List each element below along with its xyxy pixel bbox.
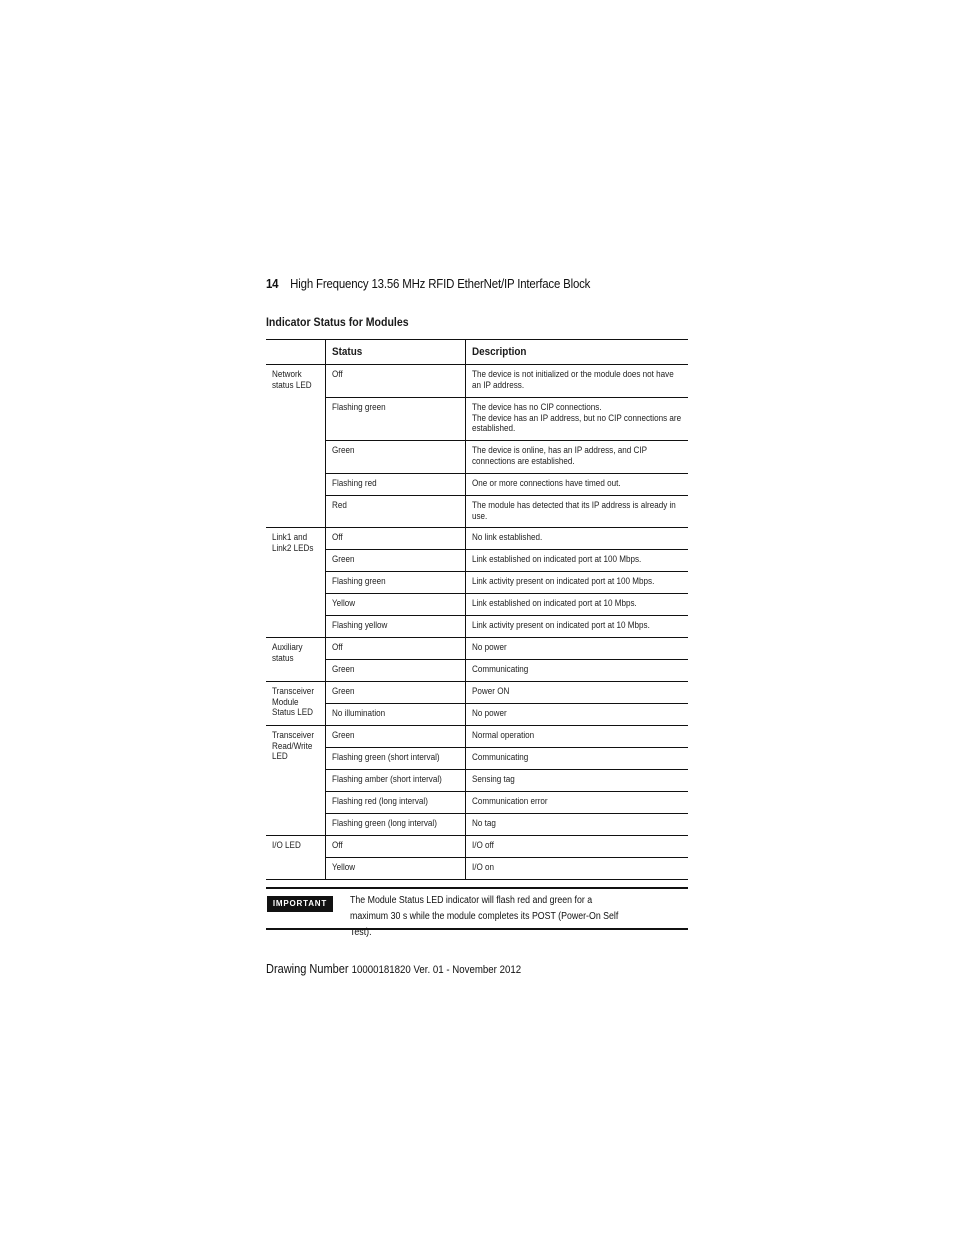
status-cell: Flashing yellow <box>325 616 465 638</box>
indicator-group-label: Transceiver Module Status LED <box>266 682 325 726</box>
description-cell: The device is not initialized or the module does not have an IP address. <box>465 365 688 398</box>
status-cell: Off <box>325 365 465 398</box>
header-blank <box>266 340 325 365</box>
description-cell: No power <box>465 704 688 726</box>
table-row <box>266 858 688 880</box>
status-cell: Green <box>325 682 465 704</box>
description-cell: The device is online, has an IP address, and CIP connections are established. <box>465 441 688 474</box>
status-cell: Green <box>325 726 465 748</box>
table-row <box>266 616 688 638</box>
indicator-group-label: Network status LED <box>266 365 325 528</box>
section-title: Indicator Status for Modules <box>266 315 409 329</box>
description-cell: No link established. <box>465 528 688 550</box>
description-cell: Communicating <box>465 748 688 770</box>
status-cell: Green <box>325 441 465 474</box>
description-cell: Power ON <box>465 682 688 704</box>
status-cell: Flashing red (long interval) <box>325 792 465 814</box>
description-cell: Link activity present on indicated port at 10 Mbps. <box>465 616 688 638</box>
table-row <box>266 441 688 474</box>
description-cell: Normal operation <box>465 726 688 748</box>
table-row <box>266 836 688 858</box>
important-note <box>266 887 688 938</box>
table-row <box>266 814 688 836</box>
important-text: The Module Status LED indicator will flash red and green for a maximum 30 s while the module completes its POST (Power-On Self Test). <box>350 895 619 938</box>
description-cell: The device has no CIP connections. The device has an IP address, but no CIP connections are established. <box>465 398 688 441</box>
description-cell: I/O off <box>465 836 688 858</box>
page-header <box>266 276 590 291</box>
table-header-row <box>266 340 688 365</box>
table-row <box>266 770 688 792</box>
description-cell: The module has detected that its IP address is already in use. <box>465 496 688 528</box>
description-cell: Sensing tag <box>465 770 688 792</box>
table-row <box>266 496 688 528</box>
table-row <box>266 572 688 594</box>
table-row <box>266 594 688 616</box>
status-cell: Off <box>325 836 465 858</box>
table-row <box>266 474 688 496</box>
document-title: High Frequency 13.56 MHz RFID EtherNet/IP Interface Block <box>290 276 591 291</box>
indicator-status-table <box>266 339 688 880</box>
table-row <box>266 748 688 770</box>
status-cell: Flashing red <box>325 474 465 496</box>
table-row <box>266 398 688 441</box>
header-description: Description <box>465 340 688 365</box>
indicator-group-label: Transceiver Read/Write LED <box>266 726 325 836</box>
table-row <box>266 550 688 572</box>
description-cell: Link activity present on indicated port at 100 Mbps. <box>465 572 688 594</box>
indicator-group-label: Link1 and Link2 LEDs <box>266 528 325 638</box>
description-cell: No power <box>465 638 688 660</box>
drawing-number-label: Drawing Number <box>266 962 349 976</box>
description-cell: One or more connections have timed out. <box>465 474 688 496</box>
description-cell: Link established on indicated port at 100 Mbps. <box>465 550 688 572</box>
table-row <box>266 660 688 682</box>
description-cell: No tag <box>465 814 688 836</box>
status-cell: Red <box>325 496 465 528</box>
status-cell: Green <box>325 550 465 572</box>
status-cell: Yellow <box>325 594 465 616</box>
status-cell: Flashing green (long interval) <box>325 814 465 836</box>
status-cell: Yellow <box>325 858 465 880</box>
status-cell: Flashing green (short interval) <box>325 748 465 770</box>
table-row <box>266 682 688 704</box>
header-status: Status <box>325 340 465 365</box>
description-cell: I/O on <box>465 858 688 880</box>
indicator-group-label: Auxiliary status <box>266 638 325 682</box>
status-cell: Off <box>325 638 465 660</box>
status-cell: Off <box>325 528 465 550</box>
table-row <box>266 726 688 748</box>
table-row <box>266 704 688 726</box>
description-cell: Communicating <box>465 660 688 682</box>
important-badge: IMPORTANT <box>267 896 333 912</box>
drawing-number-value: 10000181820 Ver. 01 - November 2012 <box>351 964 522 976</box>
status-cell: Green <box>325 660 465 682</box>
indicator-group-label: I/O LED <box>266 836 325 880</box>
table-row <box>266 365 688 398</box>
status-cell: Flashing green <box>325 572 465 594</box>
description-cell: Communication error <box>465 792 688 814</box>
footer <box>266 962 521 976</box>
status-cell: Flashing green <box>325 398 465 441</box>
status-cell: Flashing amber (short interval) <box>325 770 465 792</box>
table-row <box>266 638 688 660</box>
page-number: 14 <box>266 276 279 291</box>
description-cell: Link established on indicated port at 10 Mbps. <box>465 594 688 616</box>
table-row <box>266 792 688 814</box>
table-row <box>266 528 688 550</box>
table-body <box>266 365 688 880</box>
status-cell: No illumination <box>325 704 465 726</box>
